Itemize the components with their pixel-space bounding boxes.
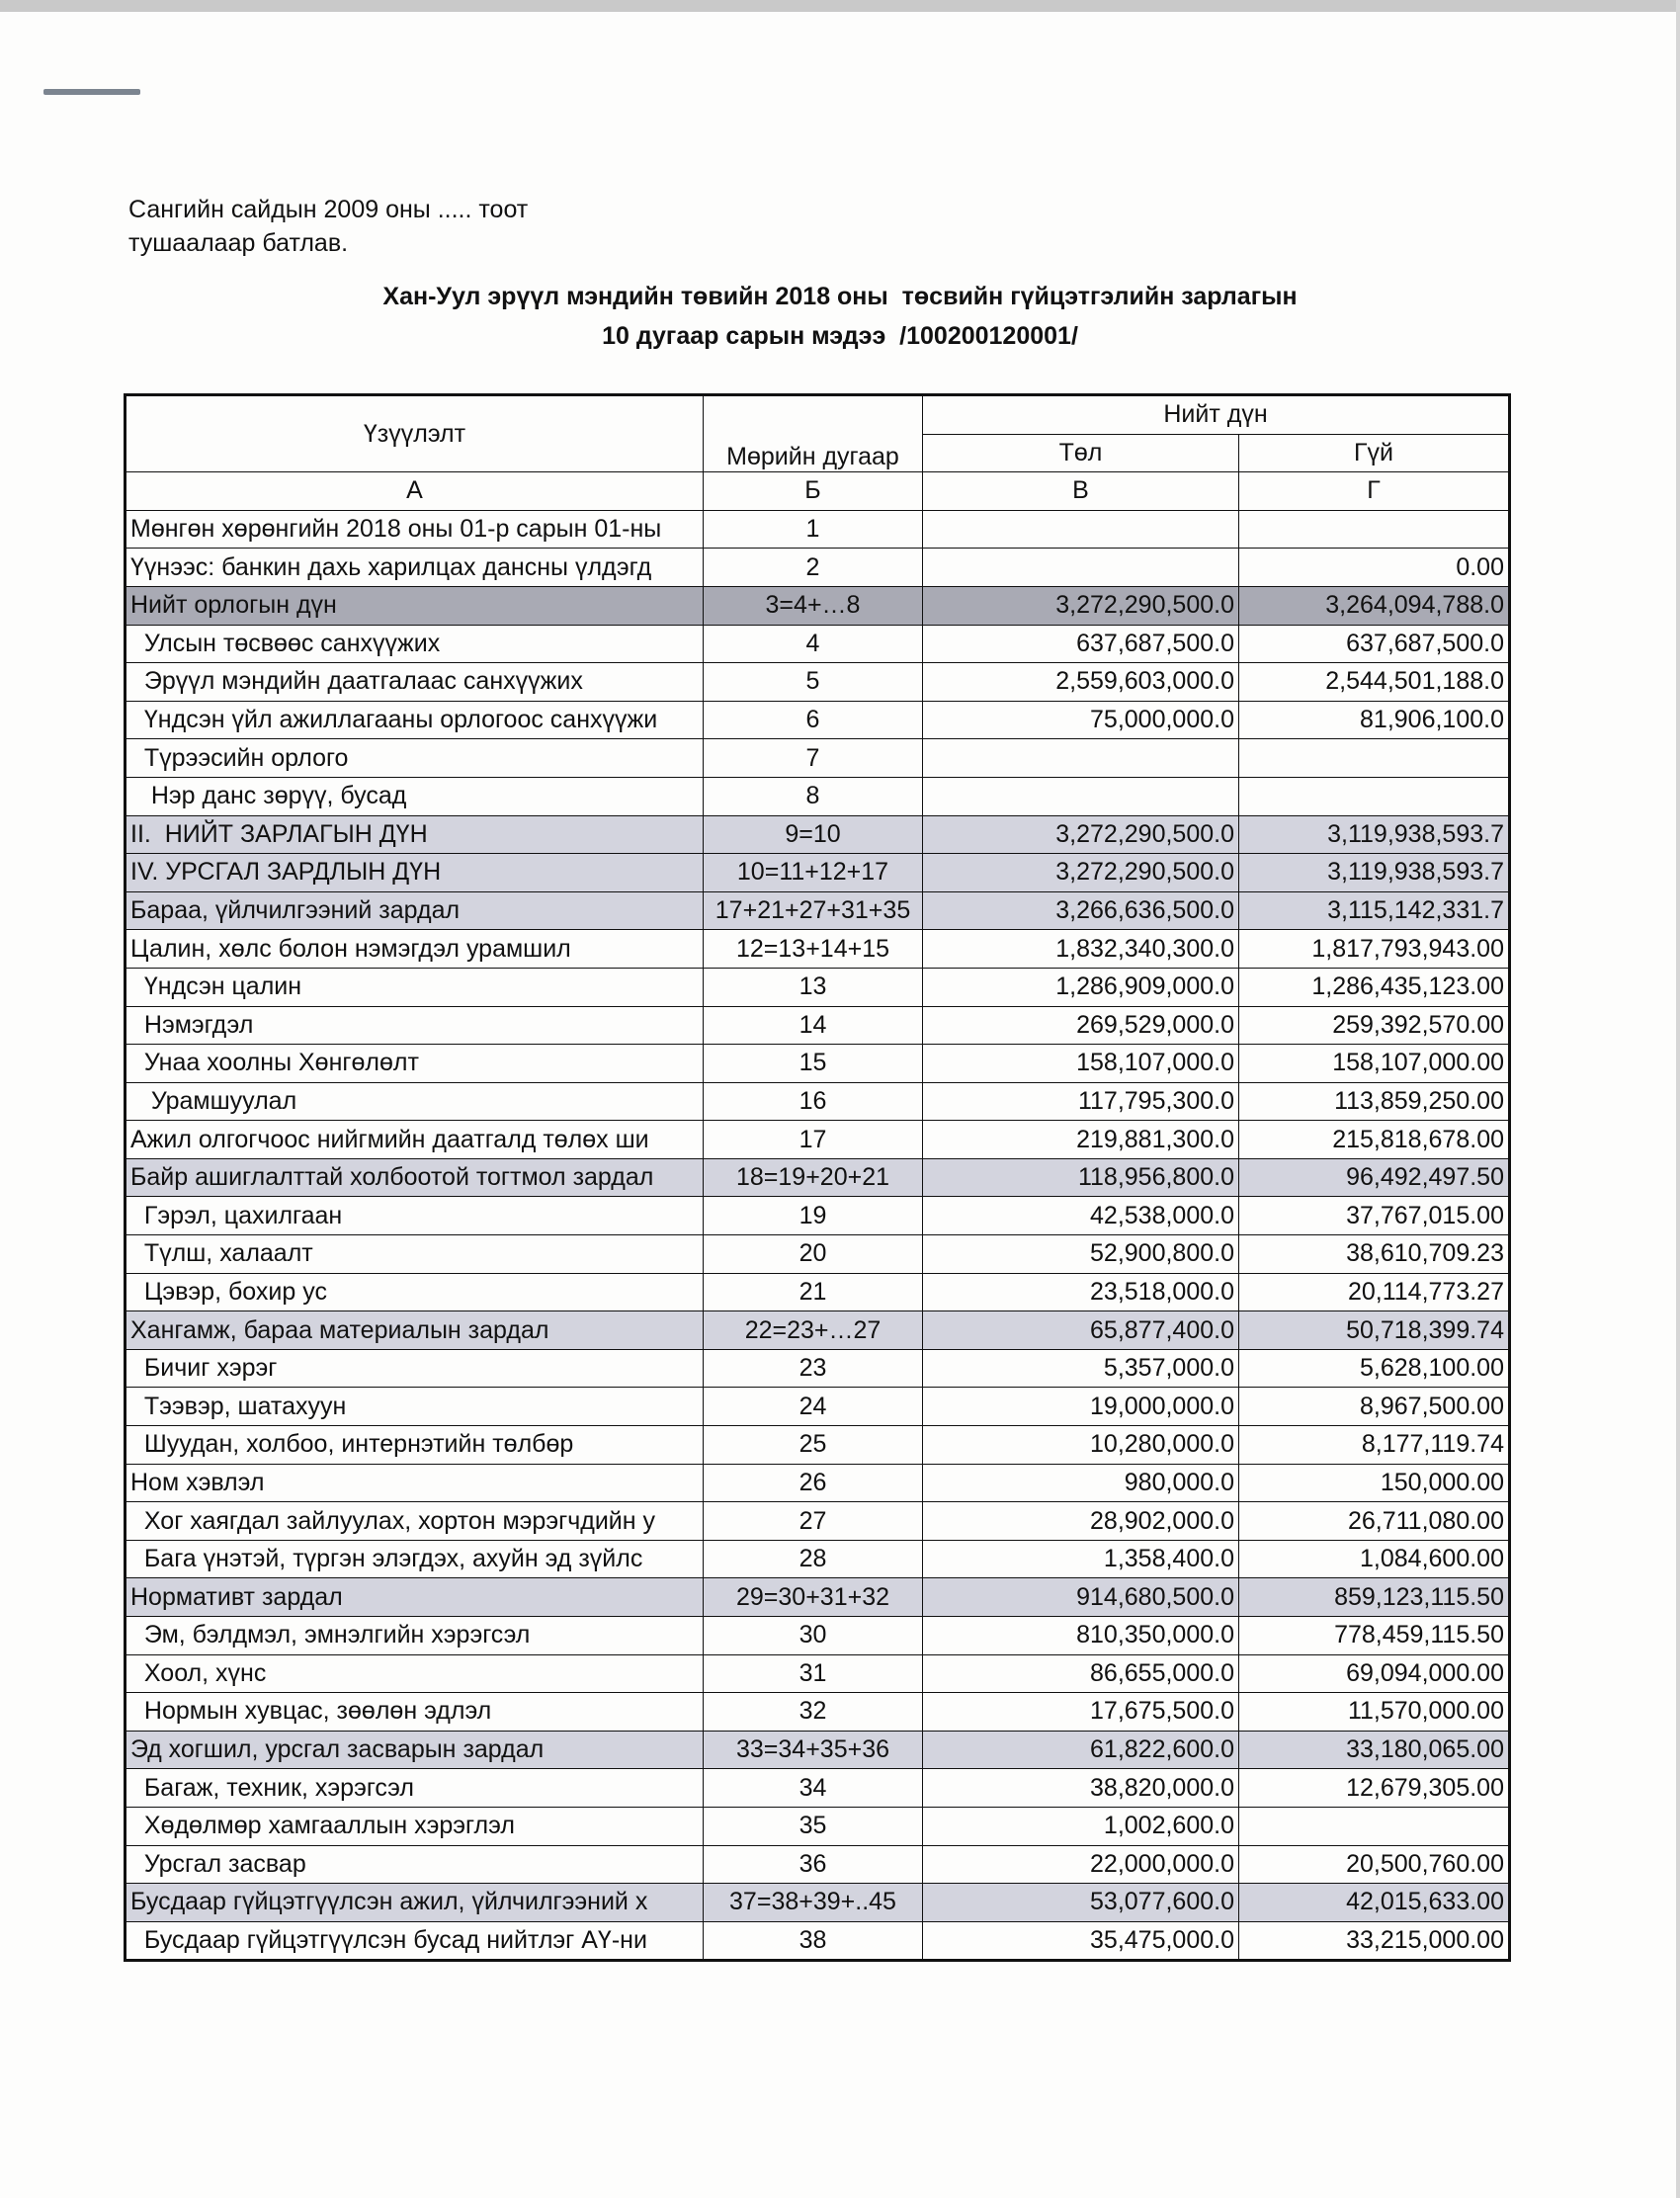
- row-plan: 3,272,290,500.0: [923, 815, 1239, 854]
- row-code: 36: [704, 1845, 923, 1884]
- table-row: [126, 1121, 1510, 1159]
- row-code: 35: [704, 1807, 923, 1845]
- row-plan: 117,795,300.0: [923, 1082, 1239, 1121]
- row-actual: 113,859,250.00: [1239, 1082, 1510, 1121]
- table-row: [126, 663, 1510, 702]
- row-code: 17: [704, 1121, 923, 1159]
- table-row: [126, 1082, 1510, 1121]
- row-name: Эм, бэлдмэл, эмнэлгийн хэрэгсэл: [126, 1617, 704, 1655]
- row-plan: 75,000,000.0: [923, 701, 1239, 739]
- row-actual: 69,094,000.00: [1239, 1654, 1510, 1693]
- row-code: 10=11+12+17: [704, 854, 923, 892]
- table-row: [126, 1464, 1510, 1502]
- row-name: Урсгал засвар: [126, 1845, 704, 1884]
- table-row: [126, 1388, 1510, 1426]
- row-actual: 3,119,938,593.7: [1239, 815, 1510, 854]
- header-letter-row: [126, 472, 1510, 511]
- row-name: Нийт орлогын дүн: [126, 586, 704, 625]
- row-actual: 8,967,500.00: [1239, 1388, 1510, 1426]
- row-code: 16: [704, 1082, 923, 1121]
- letter-v: В: [923, 472, 1239, 511]
- row-actual: 859,123,115.50: [1239, 1578, 1510, 1617]
- row-name: Бусдаар гүйцэтгүүлсэн ажил, үйлчилгээний х: [126, 1884, 704, 1922]
- row-code: 27: [704, 1502, 923, 1541]
- row-plan: 219,881,300.0: [923, 1121, 1239, 1159]
- row-name: Нэр данс зөрүү, бусад: [126, 777, 704, 815]
- header-row-1: [126, 395, 1510, 435]
- row-name: Шуудан, холбоо, интернэтийн төлбөр: [126, 1426, 704, 1465]
- row-actual: 50,718,399.74: [1239, 1311, 1510, 1350]
- letter-a: А: [126, 472, 704, 511]
- row-name: Унаа хоолны Хөнгөлөлт: [126, 1045, 704, 1083]
- row-name: Гэрэл, цахилгаан: [126, 1197, 704, 1235]
- row-code: 9=10: [704, 815, 923, 854]
- table-row: [126, 1158, 1510, 1197]
- row-actual: [1239, 777, 1510, 815]
- row-name: Үндсэн үйл ажиллагааны орлогоос санхүүжи: [126, 701, 704, 739]
- row-actual: 8,177,119.74: [1239, 1426, 1510, 1465]
- table-row: [126, 930, 1510, 969]
- row-actual: 96,492,497.50: [1239, 1158, 1510, 1197]
- row-actual: 5,628,100.00: [1239, 1349, 1510, 1388]
- row-plan: 3,272,290,500.0: [923, 854, 1239, 892]
- table-row: [126, 586, 1510, 625]
- row-actual: 1,286,435,123.00: [1239, 968, 1510, 1006]
- row-name: Нэмэгдэл: [126, 1006, 704, 1045]
- row-plan: 19,000,000.0: [923, 1388, 1239, 1426]
- row-code: 21: [704, 1273, 923, 1311]
- row-name: Нормативт зардал: [126, 1578, 704, 1617]
- row-code: 4: [704, 625, 923, 663]
- row-actual: 38,610,709.23: [1239, 1235, 1510, 1274]
- row-plan: [923, 510, 1239, 549]
- row-plan: 2,559,603,000.0: [923, 663, 1239, 702]
- table-row: [126, 815, 1510, 854]
- table-row: [126, 854, 1510, 892]
- row-name: Улсын төсвөөс санхүүжих: [126, 625, 704, 663]
- row-actual: 215,818,678.00: [1239, 1121, 1510, 1159]
- row-code: 6: [704, 701, 923, 739]
- row-name: II. НИЙТ ЗАРЛАГЫН ДҮН: [126, 815, 704, 854]
- row-plan: 17,675,500.0: [923, 1693, 1239, 1732]
- row-code: 2: [704, 549, 923, 587]
- row-actual: 778,459,115.50: [1239, 1617, 1510, 1655]
- row-actual: 3,115,142,331.7: [1239, 891, 1510, 930]
- row-actual: 26,711,080.00: [1239, 1502, 1510, 1541]
- row-code: 7: [704, 739, 923, 778]
- row-code: 5: [704, 663, 923, 702]
- row-code: 29=30+31+32: [704, 1578, 923, 1617]
- table-row: [126, 1540, 1510, 1578]
- header-indicator: Үзүүлэлт: [126, 395, 704, 472]
- table-row: [126, 1617, 1510, 1655]
- row-code: 17+21+27+31+35: [704, 891, 923, 930]
- table-row: [126, 1884, 1510, 1922]
- row-actual: 3,264,094,788.0: [1239, 586, 1510, 625]
- table-row: [126, 1845, 1510, 1884]
- row-actual: [1239, 1807, 1510, 1845]
- row-code: 32: [704, 1693, 923, 1732]
- table-row: [126, 891, 1510, 930]
- row-plan: 52,900,800.0: [923, 1235, 1239, 1274]
- row-plan: 35,475,000.0: [923, 1921, 1239, 1961]
- report-body: [126, 510, 1510, 1961]
- row-code: 13: [704, 968, 923, 1006]
- row-actual: [1239, 510, 1510, 549]
- row-name: Ном хэвлэл: [126, 1464, 704, 1502]
- row-code: 8: [704, 777, 923, 815]
- row-plan: 3,272,290,500.0: [923, 586, 1239, 625]
- row-code: 1: [704, 510, 923, 549]
- table-row: [126, 1197, 1510, 1235]
- row-plan: 28,902,000.0: [923, 1502, 1239, 1541]
- row-name: Бараа, үйлчилгээний зардал: [126, 891, 704, 930]
- row-actual: 37,767,015.00: [1239, 1197, 1510, 1235]
- report-title-line-2: 10 дугаар сарын мэдээ /100200120001/: [602, 322, 1078, 350]
- row-code: 25: [704, 1426, 923, 1465]
- row-plan: 42,538,000.0: [923, 1197, 1239, 1235]
- row-code: 15: [704, 1045, 923, 1083]
- row-name: Бага үнэтэй, түргэн элэгдэх, ахуйн эд зүйлс: [126, 1540, 704, 1578]
- row-plan: 269,529,000.0: [923, 1006, 1239, 1045]
- row-plan: 65,877,400.0: [923, 1311, 1239, 1350]
- row-name: Хоол, хүнс: [126, 1654, 704, 1693]
- row-actual: 2,544,501,188.0: [1239, 663, 1510, 702]
- row-name: Хангамж, бараа материалын зардал: [126, 1311, 704, 1350]
- row-actual: 158,107,000.00: [1239, 1045, 1510, 1083]
- row-name: Эрүүл мэндийн даатгалаас санхүүжих: [126, 663, 704, 702]
- row-actual: 150,000.00: [1239, 1464, 1510, 1502]
- row-code: 12=13+14+15: [704, 930, 923, 969]
- row-name: Тээвэр, шатахуун: [126, 1388, 704, 1426]
- report-title-line-1: Хан-Уул эрүүл мэндийн төвийн 2018 оны төсвийн гүйцэтгэлийн зарлагын: [382, 283, 1298, 310]
- row-plan: 1,832,340,300.0: [923, 930, 1239, 969]
- row-code: 31: [704, 1654, 923, 1693]
- row-plan: 1,358,400.0: [923, 1540, 1239, 1578]
- table-row: [126, 777, 1510, 815]
- row-code: 3=4+…8: [704, 586, 923, 625]
- row-code: 14: [704, 1006, 923, 1045]
- row-name: Багаж, техник, хэрэгсэл: [126, 1769, 704, 1808]
- header-actual: Гүй: [1239, 434, 1510, 472]
- row-code: 33=34+35+36: [704, 1731, 923, 1769]
- table-row: [126, 625, 1510, 663]
- table-row: [126, 1006, 1510, 1045]
- row-plan: 22,000,000.0: [923, 1845, 1239, 1884]
- row-actual: 33,180,065.00: [1239, 1731, 1510, 1769]
- row-code: 30: [704, 1617, 923, 1655]
- table-row: [126, 549, 1510, 587]
- approval-line-2: тушаалаар батлав.: [128, 229, 349, 257]
- row-actual: 12,679,305.00: [1239, 1769, 1510, 1808]
- row-actual: 637,687,500.0: [1239, 625, 1510, 663]
- row-code: 22=23+…27: [704, 1311, 923, 1350]
- row-code: 23: [704, 1349, 923, 1388]
- table-row: [126, 510, 1510, 549]
- row-plan: [923, 549, 1239, 587]
- row-plan: [923, 777, 1239, 815]
- row-name: Мөнгөн хөрөнгийн 2018 оны 01-р сарын 01-ны: [126, 510, 704, 549]
- row-code: 20: [704, 1235, 923, 1274]
- row-name: Хөдөлмөр хамгааллын хэрэглэл: [126, 1807, 704, 1845]
- row-code: 34: [704, 1769, 923, 1808]
- row-code: 26: [704, 1464, 923, 1502]
- row-actual: 1,084,600.00: [1239, 1540, 1510, 1578]
- row-plan: 38,820,000.0: [923, 1769, 1239, 1808]
- table-row: [126, 1731, 1510, 1769]
- table-row: [126, 1349, 1510, 1388]
- row-actual: 0.00: [1239, 549, 1510, 587]
- scan-edge-top: [0, 0, 1680, 12]
- row-plan: 3,266,636,500.0: [923, 891, 1239, 930]
- header-total-group: Нийт дүн: [923, 395, 1510, 435]
- approval-line-1: Сангийн сайдын 2009 оны ..... тоот: [128, 196, 529, 223]
- approval-note: [128, 193, 528, 260]
- table-row: [126, 701, 1510, 739]
- letter-g: Г: [1239, 472, 1510, 511]
- row-actual: 11,570,000.00: [1239, 1693, 1510, 1732]
- row-code: 19: [704, 1197, 923, 1235]
- table-row: [126, 1654, 1510, 1693]
- letter-b: Б: [704, 472, 923, 511]
- scan-mark: [43, 89, 140, 95]
- row-actual: 20,114,773.27: [1239, 1273, 1510, 1311]
- row-name: Цэвэр, бохир ус: [126, 1273, 704, 1311]
- table-row: [126, 968, 1510, 1006]
- report-title: [0, 277, 1680, 356]
- table-row: [126, 1807, 1510, 1845]
- row-name: IV. УРСГАЛ ЗАРДЛЫН ДҮН: [126, 854, 704, 892]
- row-actual: 20,500,760.00: [1239, 1845, 1510, 1884]
- table-row: [126, 739, 1510, 778]
- table-row: [126, 1921, 1510, 1961]
- row-code: 37=38+39+..45: [704, 1884, 923, 1922]
- row-actual: 1,817,793,943.00: [1239, 930, 1510, 969]
- row-name: Түлш, халаалт: [126, 1235, 704, 1274]
- row-plan: 158,107,000.0: [923, 1045, 1239, 1083]
- row-plan: 914,680,500.0: [923, 1578, 1239, 1617]
- table-row: [126, 1273, 1510, 1311]
- table-row: [126, 1578, 1510, 1617]
- row-plan: 53,077,600.0: [923, 1884, 1239, 1922]
- row-actual: 259,392,570.00: [1239, 1006, 1510, 1045]
- table-row: [126, 1045, 1510, 1083]
- row-actual: 81,906,100.0: [1239, 701, 1510, 739]
- row-actual: 3,119,938,593.7: [1239, 854, 1510, 892]
- row-plan: 61,822,600.0: [923, 1731, 1239, 1769]
- header-row-number: Мөрийн дугаар: [704, 395, 923, 472]
- row-plan: 5,357,000.0: [923, 1349, 1239, 1388]
- row-plan: 980,000.0: [923, 1464, 1239, 1502]
- row-name: Урамшуулал: [126, 1082, 704, 1121]
- row-name: Цалин, хөлс болон нэмэгдэл урамшил: [126, 930, 704, 969]
- row-plan: 1,002,600.0: [923, 1807, 1239, 1845]
- row-actual: 33,215,000.00: [1239, 1921, 1510, 1961]
- row-code: 28: [704, 1540, 923, 1578]
- row-plan: 86,655,000.0: [923, 1654, 1239, 1693]
- row-code: 38: [704, 1921, 923, 1961]
- row-name: Түрээсийн орлого: [126, 739, 704, 778]
- row-name: Ажил олгогчоос нийгмийн даатгалд төлөх ши: [126, 1121, 704, 1159]
- header-plan: Төл: [923, 434, 1239, 472]
- row-name: Нормын хувцас, зөөлөн эдлэл: [126, 1693, 704, 1732]
- row-actual: [1239, 739, 1510, 778]
- row-name: Байр ашиглалттай холбоотой тогтмол зардал: [126, 1158, 704, 1197]
- row-plan: 23,518,000.0: [923, 1273, 1239, 1311]
- row-plan: 810,350,000.0: [923, 1617, 1239, 1655]
- row-plan: 118,956,800.0: [923, 1158, 1239, 1197]
- table-row: [126, 1769, 1510, 1808]
- row-name: Үндсэн цалин: [126, 968, 704, 1006]
- table-row: [126, 1693, 1510, 1732]
- table-row: [126, 1502, 1510, 1541]
- row-name: Бичиг хэрэг: [126, 1349, 704, 1388]
- row-plan: [923, 739, 1239, 778]
- row-code: 24: [704, 1388, 923, 1426]
- table-row: [126, 1426, 1510, 1465]
- row-name: Эд хогшил, урсгал засварын зардал: [126, 1731, 704, 1769]
- row-plan: 1,286,909,000.0: [923, 968, 1239, 1006]
- row-name: Үүнээс: банкин дахь харилцах дансны үлдэгд: [126, 549, 704, 587]
- row-plan: 637,687,500.0: [923, 625, 1239, 663]
- table-row: [126, 1311, 1510, 1350]
- row-name: Хог хаягдал зайлуулах, хортон мэрэгчдийн у: [126, 1502, 704, 1541]
- row-plan: 10,280,000.0: [923, 1426, 1239, 1465]
- expense-report-table: [124, 393, 1511, 1962]
- table-row: [126, 1235, 1510, 1274]
- row-code: 18=19+20+21: [704, 1158, 923, 1197]
- row-actual: 42,015,633.00: [1239, 1884, 1510, 1922]
- row-name: Бусдаар гүйцэтгүүлсэн бусад нийтлэг АҮ-ни: [126, 1921, 704, 1961]
